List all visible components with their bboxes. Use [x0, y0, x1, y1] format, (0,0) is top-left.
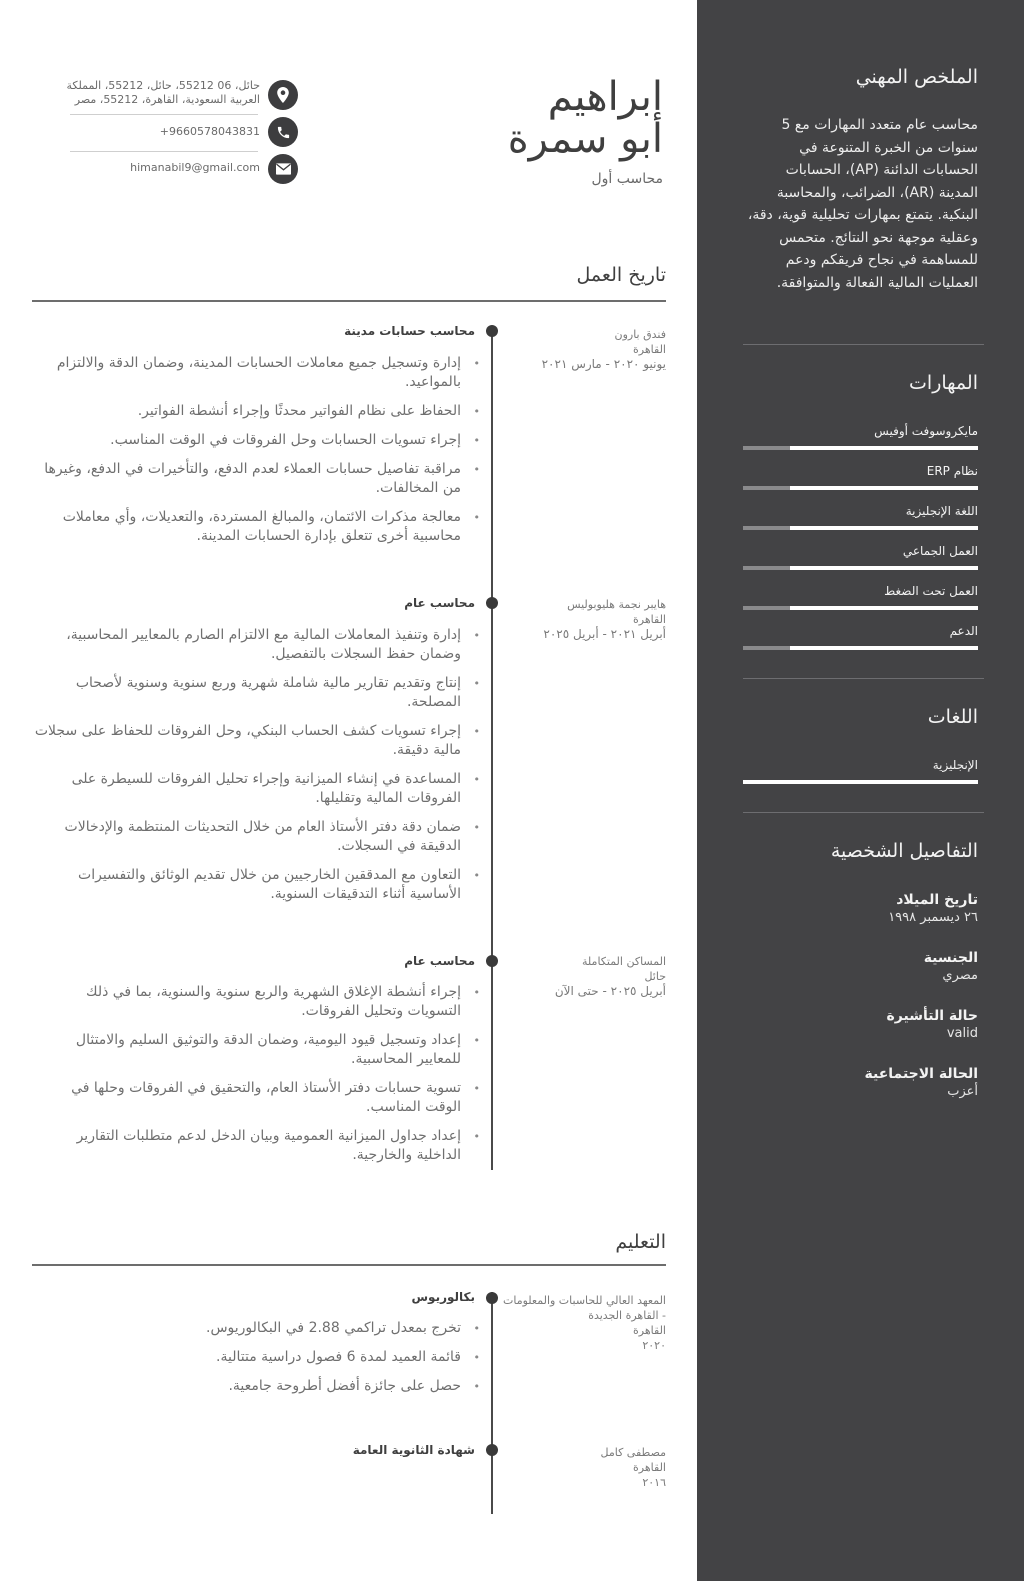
responsibility-item: • المساعدة في إنشاء الميزانية وإجراء تحليل الفروقات للسيطرة على الفروقات المالية وتقليلها.: [32, 770, 465, 808]
company-name: فندق بارون: [614, 328, 666, 341]
graduation-year: ٢٠٢٠: [642, 1339, 666, 1352]
visa-status-label: حالة التأشيرة: [886, 1008, 978, 1024]
responsibility-list: [32, 354, 465, 556]
last-name: أبو سمرة: [507, 116, 663, 162]
skill-item: [743, 624, 978, 658]
skill-level-bar: [743, 526, 978, 530]
address-line-2: العربية السعودية، القاهرة، 55212، مصر: [74, 93, 260, 106]
work-entry-meta: [516, 327, 666, 372]
institution-name: مصطفى كامل: [600, 1446, 666, 1459]
location-pin-icon: [268, 80, 298, 110]
languages-list: [743, 758, 978, 792]
divider: [743, 678, 984, 679]
institution-city: القاهرة: [633, 1461, 666, 1474]
birthdate-value: ٢٦ ديسمبر ١٩٩٨: [888, 910, 978, 925]
timeline-dot: [486, 955, 498, 967]
divider: [743, 812, 984, 813]
education-entry-meta: [486, 1293, 666, 1353]
divider: [743, 344, 984, 345]
responsibility-item: • إجراء أنشطة الإغلاق الشهرية والربع سنوية والسنوية، بما في ذلك التسويات وتحليل الفروقات.: [32, 983, 465, 1021]
responsibility-item: • الحفاظ على نظام الفواتير محدثًا وإجراء أنشطة الفواتير.: [32, 402, 465, 421]
timeline-dot: [486, 325, 498, 337]
skill-level-empty: [743, 526, 790, 530]
company-city: حائل: [644, 970, 666, 983]
email-text[interactable]: himanabil9@gmail.com: [130, 161, 260, 174]
skill-level-empty: [743, 486, 790, 490]
visa-status-value: valid: [946, 1026, 978, 1041]
responsibility-item: • إعداد جداول الميزانية العمومية وبيان الدخل لدعم متطلبات التقارير الداخلية والخارجية.: [32, 1127, 465, 1165]
education-title: التعليم: [615, 1231, 666, 1253]
skill-item: [743, 504, 978, 538]
section-divider: [32, 300, 666, 302]
skill-level-empty: [743, 646, 790, 650]
work-entry-meta: [516, 954, 666, 999]
work-entry-meta: [516, 597, 666, 642]
birthdate-label: تاريخ الميلاد: [896, 892, 978, 908]
responsibility-item: • مراقبة تفاصيل حسابات العملاء لعدم الدفع، والتأخيرات في الدفع، وغيرها من المخالفات.: [32, 460, 465, 498]
responsibility-item: • إجراء تسويات كشف الحساب البنكي، وحل الفروقات للحفاظ على سجلات مالية دقيقة.: [32, 722, 465, 760]
job-role: محاسب حسابات مدينة: [344, 324, 475, 338]
sidebar: [697, 0, 1024, 1581]
divider: [70, 114, 258, 115]
achievement-item: • تخرج بمعدل تراكمي 2.88 في البكالوريوس.: [32, 1319, 465, 1338]
skill-item: [743, 424, 978, 458]
skills-list: [743, 424, 978, 664]
personal-section: [743, 840, 978, 862]
responsibility-item: • إعداد وتسجيل قيود اليومية، وضمان الدقة والتوثيق السليم والامتثال للمعايير المحاسبية.: [32, 1031, 465, 1069]
degree-name: بكالوريوس: [411, 1290, 475, 1304]
address-text: [56, 79, 260, 107]
skill-name: العمل تحت الضغط: [884, 584, 978, 598]
company-name: المساكن المتكاملة: [582, 955, 666, 968]
nationality-value: مصري: [942, 968, 978, 983]
skill-level-empty: [743, 606, 790, 610]
achievement-list: [32, 1319, 465, 1406]
job-title: محاسب أول: [591, 171, 663, 187]
achievement-item: • حصل على جائزة أفضل أطروحة جامعية.: [32, 1377, 465, 1396]
skill-item: [743, 584, 978, 618]
envelope-icon: [268, 154, 298, 184]
responsibility-item: • التعاون مع المدققين الخارجيين من خلال تقديم الوثائق والتفسيرات الأساسية أثناء التدقيقات السنوية.: [32, 866, 465, 904]
address-line-1: حائل، 06 55212، حائل، 55212، المملكة: [66, 79, 260, 92]
company-name: هايبر نجمة هليوبوليس: [567, 598, 666, 611]
work-timeline-line: [491, 330, 493, 1170]
responsibility-item: • إجراء تسويات الحسابات وحل الفروقات في الوقت المناسب.: [32, 431, 465, 450]
skill-name: نظام ERP: [926, 464, 978, 478]
contact-phone: [56, 117, 298, 147]
job-role: محاسب عام: [404, 596, 475, 610]
first-name: ابراهيم: [547, 74, 663, 120]
skill-item: [743, 544, 978, 578]
personal-item: [743, 1066, 978, 1099]
language-name: الإنجليزية: [932, 758, 978, 772]
skills-title: المهارات: [909, 372, 978, 394]
work-dates: يونيو ٢٠٢٠ - مارس ٢٠٢١: [541, 357, 666, 371]
degree-name: شهادة الثانوية العامة: [352, 1443, 475, 1457]
responsibility-item: • تسوية حسابات دفتر الأستاذ العام، والتحقيق في الفروقات وحلها في الوقت المناسب.: [32, 1079, 465, 1117]
responsibility-item: • معالجة مذكرات الائتمان، والمبالغ المستردة، والتعديلات، وأي معاملات محاسبية أخرى تتعلق بإدارة الحسابات المدينة.: [32, 508, 465, 546]
job-role: محاسب عام: [404, 954, 475, 968]
summary-section: [743, 66, 978, 294]
graduation-year: ٢٠١٦: [642, 1476, 666, 1489]
skill-level-bar: [743, 566, 978, 570]
phone-icon: [268, 117, 298, 147]
skill-name: اللغة الإنجليزية: [905, 504, 978, 518]
full-name: [508, 76, 663, 160]
language-item: [743, 758, 978, 792]
work-history-title: تاريخ العمل: [576, 264, 666, 286]
skill-item: [743, 464, 978, 498]
responsibility-item: • ضمان دقة دفتر الأستاذ العام من خلال التحديثات المنتظمة والإدخالات الدقيقة في السجلات.: [32, 818, 465, 856]
responsibility-item: • إدارة وتسجيل جميع معاملات الحسابات المدينة، وضمان الدقة والالتزام بالمواعيد.: [32, 354, 465, 392]
marital-status-label: الحالة الاجتماعية: [864, 1066, 978, 1082]
work-dates: أبريل ٢٠٢١ - أبريل ٢٠٢٥: [543, 627, 666, 641]
responsibility-item: • إنتاج وتقديم تقارير مالية شاملة شهرية وربع سنوية وسنوية لأصحاب المصلحة.: [32, 674, 465, 712]
institution-name: المعهد العالي للحاسبات والمعلومات: [503, 1294, 666, 1307]
skill-level-bar: [743, 606, 978, 610]
company-city: القاهرة: [633, 343, 666, 356]
responsibility-list: [32, 983, 465, 1175]
marital-status-value: أعزب: [947, 1084, 978, 1099]
personal-item: [743, 950, 978, 983]
achievement-item: • قائمة العميد لمدة 6 فصول دراسية متتالية.: [32, 1348, 465, 1367]
timeline-dot: [486, 597, 498, 609]
summary-text: محاسب عام متعدد المهارات مع 5 سنوات من الخبرة المتنوعة في الحسابات الدائنة (AP)، الحسابات المدينة (AR)، الضرائب، والمحاسبة البنكية. يتمتع بمهارات تحليلية قوية، دقة، وعقلية موجهة نحو النتائج. متحمس للمساهمة في نجاح فريقكم ودعم العمليات المالية الفعالة والمتوافقة.: [747, 117, 978, 291]
nationality-label: الجنسية: [923, 950, 978, 966]
responsibility-list: [32, 626, 465, 914]
skill-level-empty: [743, 566, 790, 570]
divider: [70, 151, 258, 152]
institution-location: - القاهرة الجديدة: [588, 1309, 666, 1322]
personal-item: [743, 1008, 978, 1041]
skill-name: الدعم: [949, 624, 978, 638]
personal-item: [743, 892, 978, 925]
institution-city: القاهرة: [633, 1324, 666, 1337]
section-divider: [32, 1264, 666, 1266]
phone-text[interactable]: 9660578043831+: [159, 125, 260, 138]
work-dates: أبريل ٢٠٢٥ - حتى الآن: [554, 984, 666, 998]
timeline-dot: [486, 1444, 498, 1456]
skill-level-bar: [743, 646, 978, 650]
personal-title: التفاصيل الشخصية: [830, 840, 978, 862]
skill-level-bar: [743, 486, 978, 490]
summary-title: الملخص المهني: [855, 66, 978, 88]
languages-title: اللغات: [927, 706, 978, 728]
responsibility-item: • إدارة وتنفيذ المعاملات المالية مع الالتزام الصارم بالمعايير المحاسبية، وضمان حفظ السجلات بالتفصيل.: [32, 626, 465, 664]
skill-level-empty: [743, 446, 790, 450]
languages-section: [743, 706, 978, 728]
skill-name: مايكروسوفت أوفيس: [874, 424, 978, 438]
skill-level-bar: [743, 446, 978, 450]
education-entry-meta: [516, 1445, 666, 1490]
skills-section: [743, 372, 978, 394]
company-city: القاهرة: [633, 613, 666, 626]
contact-address: [56, 79, 298, 111]
skill-name: العمل الجماعي: [902, 544, 978, 558]
language-level-bar: [743, 780, 978, 784]
contact-email: [56, 154, 298, 184]
